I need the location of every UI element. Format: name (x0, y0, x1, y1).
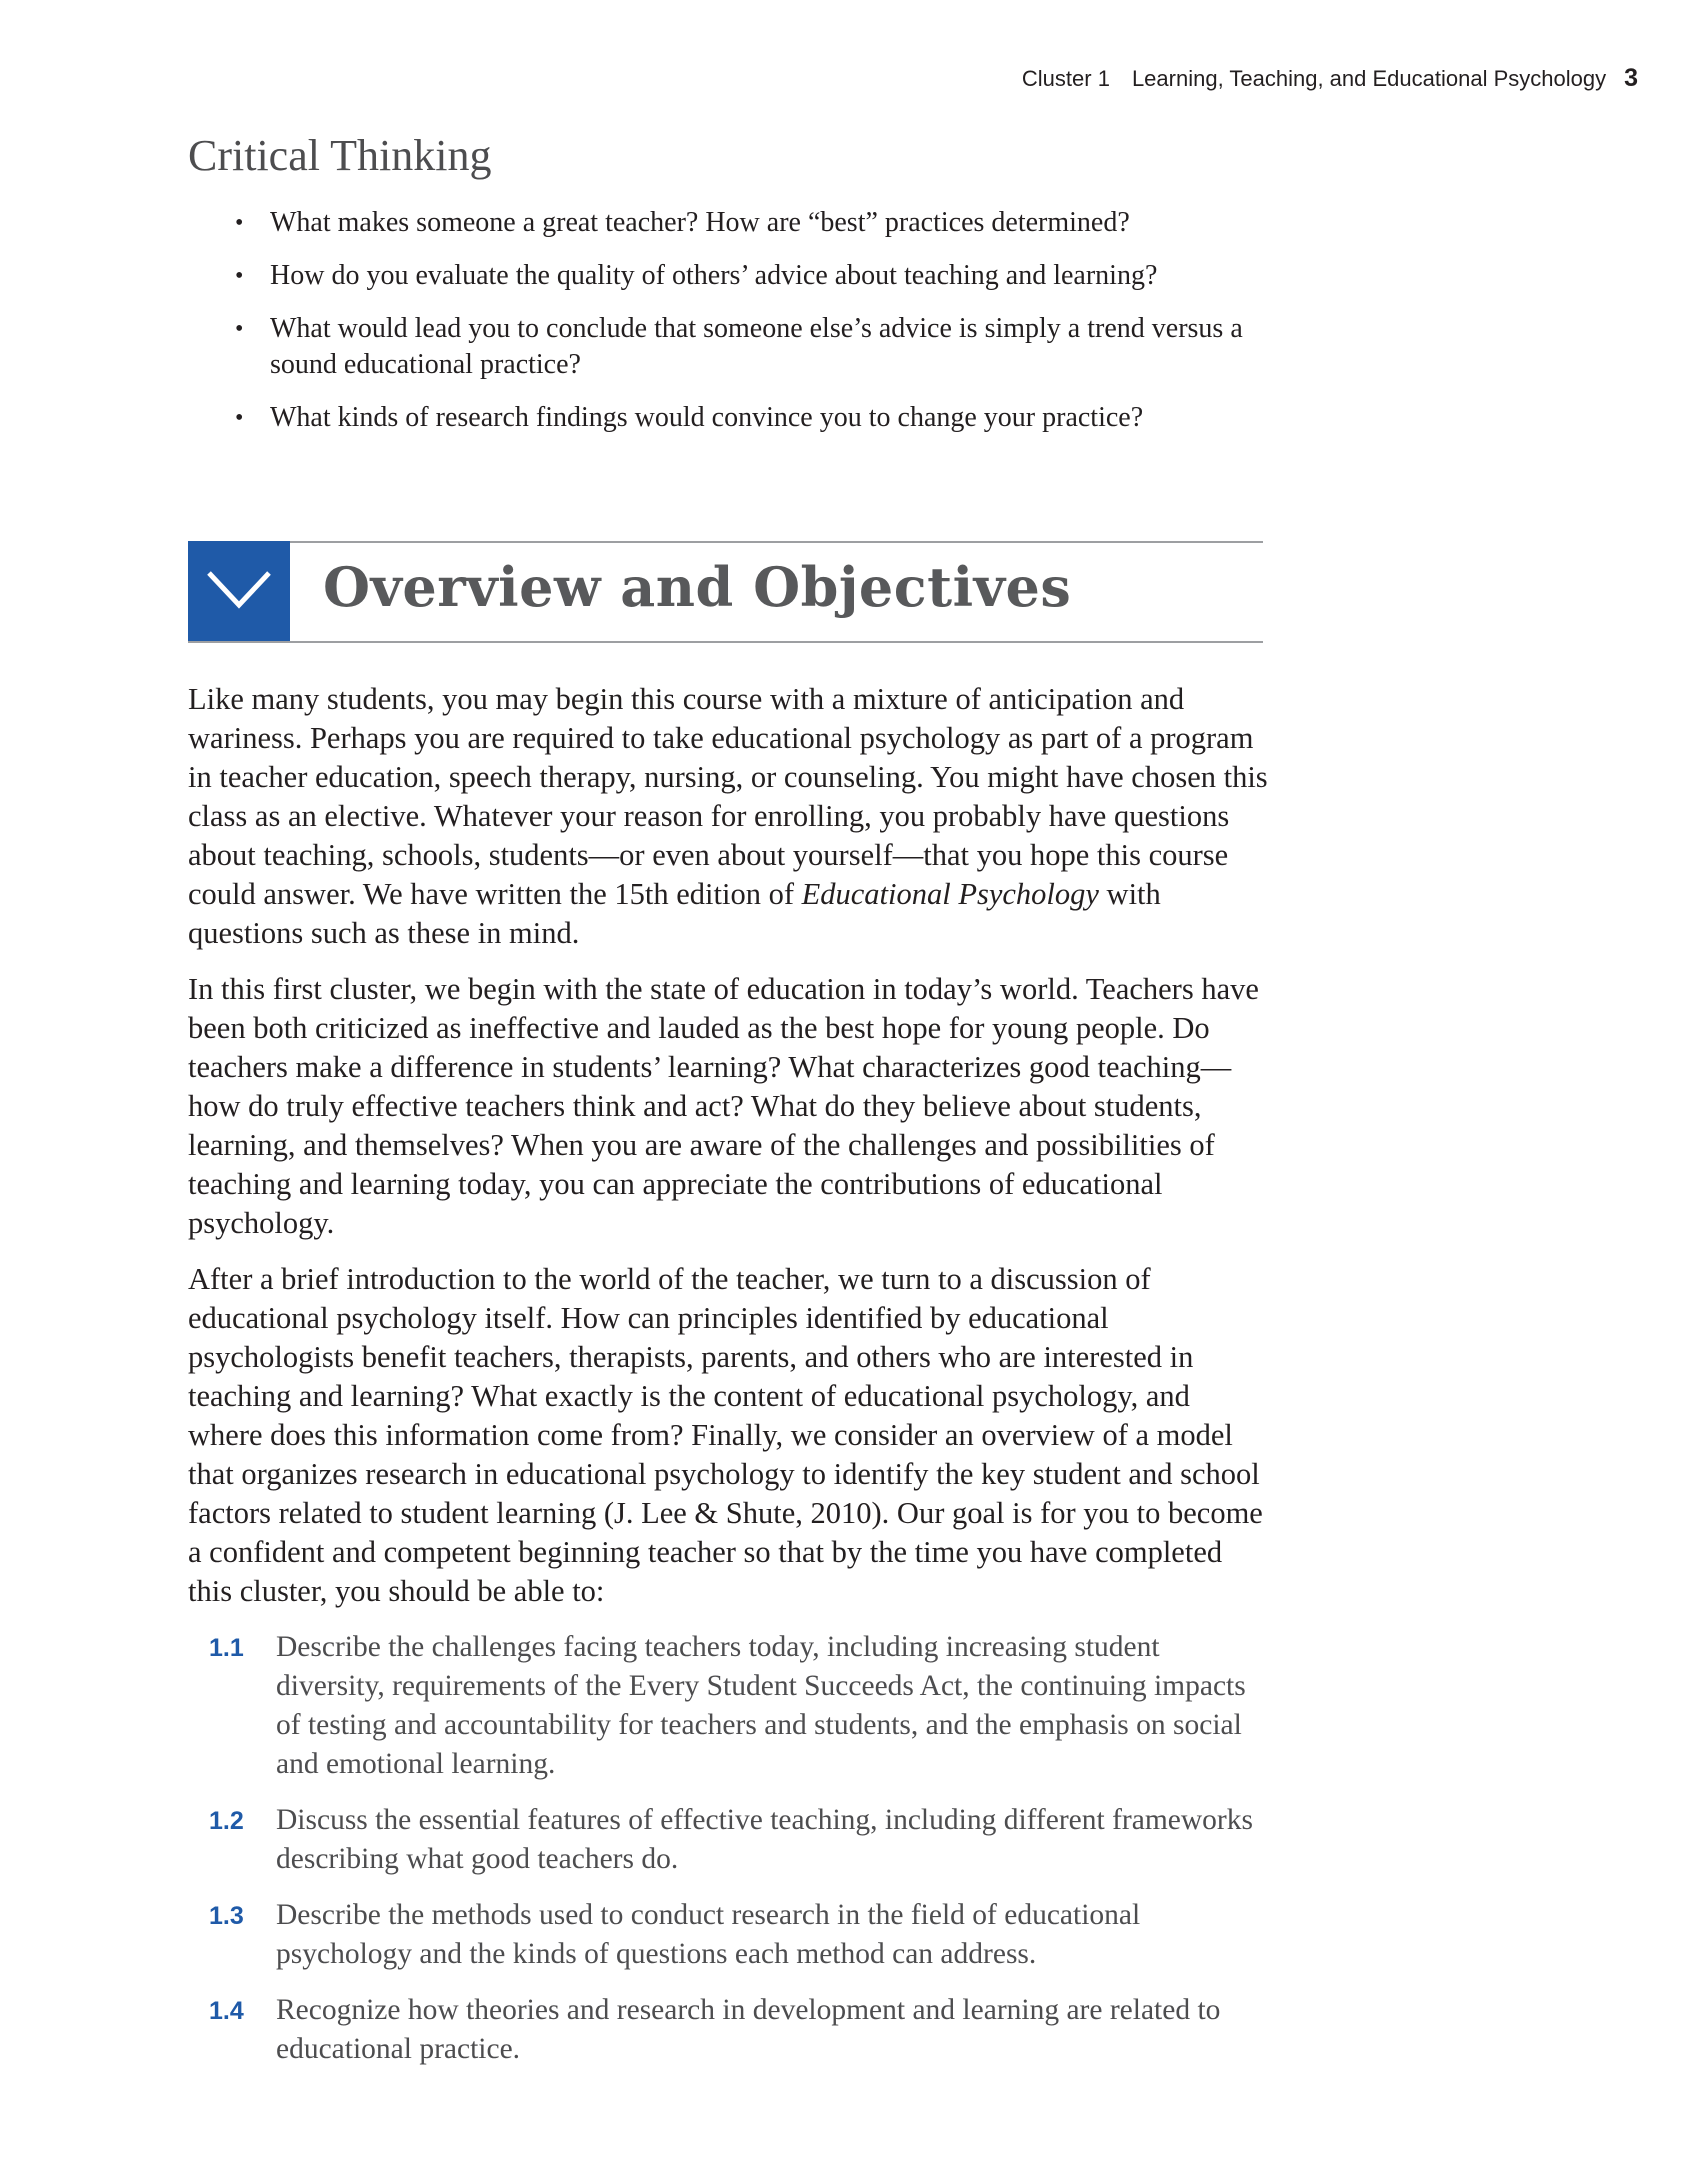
critical-thinking-item-text: What kinds of research findings would convince you to change your practice? (270, 402, 1144, 433)
chevron-down-icon (204, 565, 274, 615)
critical-thinking-heading: Critical Thinking (188, 131, 492, 180)
main-body (188, 680, 1268, 2086)
objective-item (188, 1628, 1268, 1784)
objective-number: 1.2 (209, 1807, 244, 1835)
critical-thinking-item-text: What makes someone a great teacher? How are “best” practices determined? (270, 207, 1130, 238)
objective-item (188, 1896, 1268, 1974)
bullet-icon: • (235, 263, 244, 289)
running-head-title: Learning, Teaching, and Educational Psychology (1131, 66, 1607, 91)
body-paragraph: After a brief introduction to the world of the teacher, we turn to a discussion of educational psychology itself. How can principles identified by educational psychologists benefit teachers, therapists, parents, and others who are interested in teaching and learning? What exactly is the content of educational psychology, and where does this information come from? Finally, we consider an overview of a model that organizes research in educational psychology to identify the key student and school factors related to student learning (J. Lee & Shute, 2010). Our goal is for you to become a confident and competent beginning teacher so that by the time you have completed this cluster, you should be able to: (188, 1262, 1263, 1608)
paragraph-text: with questions such as these in mind. (188, 877, 1161, 950)
objective-number: 1.1 (209, 1634, 244, 1662)
section-heading: Overview and Objectives (323, 555, 1072, 619)
critical-thinking-item-text: What would lead you to conclude that someone else’s advice is simply a trend versus a sound educational practice? (270, 313, 1243, 380)
page-number: 3 (1624, 64, 1638, 92)
critical-thinking-item (232, 258, 1282, 294)
section-bottom-rule (188, 641, 1263, 643)
critical-thinking-item-text: How do you evaluate the quality of others’ advice about teaching and learning? (270, 260, 1158, 291)
bullet-icon: • (235, 316, 244, 342)
critical-thinking-item (232, 311, 1282, 383)
objective-item (188, 1801, 1268, 1879)
cluster-label: Cluster 1 (1021, 66, 1110, 91)
objective-text: Discuss the essential features of effective teaching, including different frameworks describing what good teachers do. (276, 1804, 1253, 1875)
objective-number: 1.4 (209, 1997, 244, 2025)
body-paragraph (188, 680, 1268, 953)
bullet-icon: • (235, 210, 244, 236)
bullet-icon: • (235, 405, 244, 431)
objective-text: Recognize how theories and research in development and learning are related to educational practice. (276, 1994, 1221, 2065)
section-top-rule (188, 541, 1263, 543)
section-badge (188, 541, 290, 643)
objective-number: 1.3 (209, 1902, 244, 1930)
critical-thinking-item (232, 205, 1282, 241)
objective-text: Describe the methods used to conduct research in the field of educational psychology and the kinds of questions each method can address. (276, 1899, 1141, 1970)
section-heading-bar (188, 541, 1263, 643)
running-head (1022, 64, 1638, 93)
objective-text: Describe the challenges facing teachers today, including increasing student diversity, requirements of the Every Student Succeeds Act, the continuing impacts of testing and accountability for teachers and students, and the emphasis on social and emotional learning. (276, 1631, 1246, 1780)
critical-thinking-item (232, 400, 1282, 436)
body-paragraph: In this first cluster, we begin with the state of education in today’s world. Teachers have been both criticized as ineffective and lauded as the best hope for young people. Do teachers make a difference in students’ learning? What characterizes good teaching—how do truly effective teachers think and act? What do they believe about students, learning, and themselves? When you are aware of the challenges and possibilities of teaching and learning today, you can appreciate the contributions of educational psychology. (188, 972, 1259, 1240)
objectives-list (188, 1628, 1268, 2069)
paragraph-text: Like many students, you may begin this course with a mixture of anticipation and wariness. Perhaps you are required to take educational psychology as part of a program in teacher education, speech therapy, nursing, or counseling. You might have chosen this class as an elective. Whatever your reason for enrolling, you probably have questions about teaching, schools, students—or even about yourself—that you hope this course could answer. We have written the 15th edition of (188, 682, 1268, 911)
critical-thinking-list (232, 205, 1282, 453)
objective-item (188, 1991, 1268, 2069)
book-title: Educational Psychology (801, 877, 1099, 911)
